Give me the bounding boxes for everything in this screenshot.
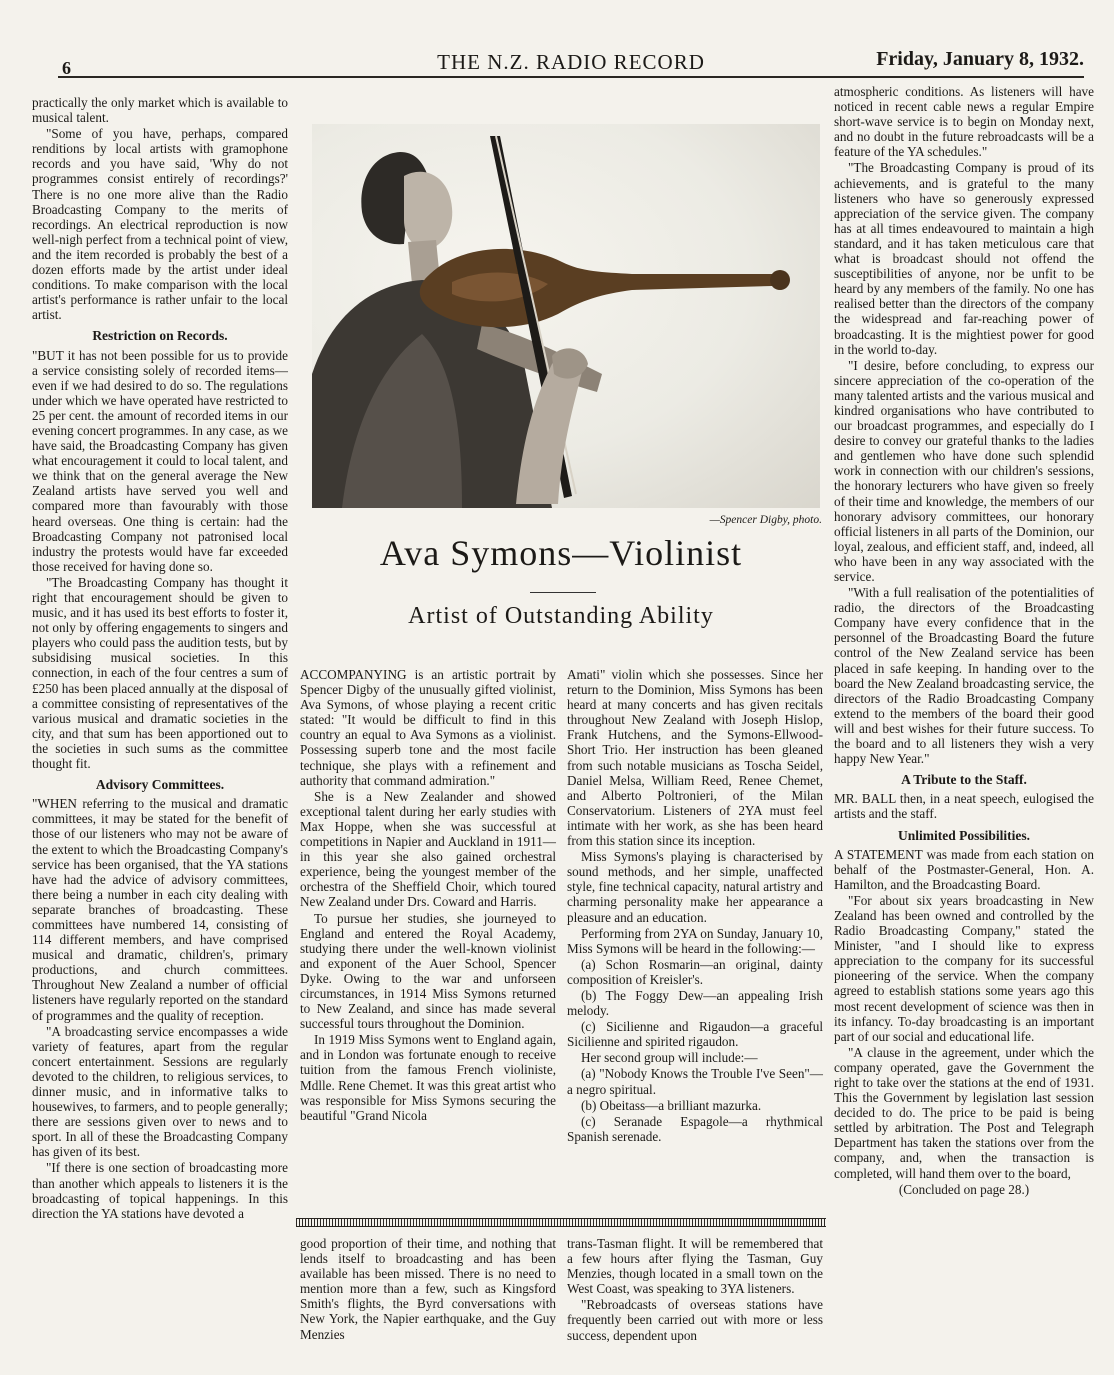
right-column	[834, 84, 1094, 1198]
article-subheadline: Artist of Outstanding Ability	[408, 603, 714, 629]
ornamental-divider	[296, 1218, 826, 1227]
list-item: (c) Sicilienne and Rigaudon—a graceful Sicilienne and spirited rigaudon.	[567, 1019, 823, 1050]
violinist-illustration	[312, 124, 820, 508]
paragraph: "A clause in the agreement, under which the company operated, gave the Government the right to take over the stations at the end of 1931. This the Government by legislation last session decided to do. The price to be paid is being settled by arbitration. The Post and Telegraph Department has taken the stations over from the company, and, when the transaction is completed, will hand them over to the board,	[834, 1044, 1094, 1181]
paragraph: "I desire, before concluding, to express our sincere appreciation of the co-operation of the many talented artists and the various musical and kindred organisations who have contributed to our broadcast programmes, and especially do I desire to convey our grateful thanks to the ladies and gentlemen who have done such splendid work in connection with our children's sessions, the honorary lecturers who have given so freely of their time and knowledge, the members of our honorary advisory committees, our honorary official listeners in all parts of the Dominion, our loyal, zealous, and efficient staff, and, indeed, all who have been in any way associated with the service.	[834, 357, 1094, 584]
section-heading: Restriction on Records.	[92, 328, 228, 344]
list-item: (c) Seranade Espagole—a rhythmical Spanish serenade.	[567, 1113, 823, 1144]
paragraph: "WHEN referring to the musical and dramatic committees, it may be stated for the benefit of those of our listeners who may not be aware of the extent to which the Broadcasting Company's service has been organised, that the YA stations have had the advice of advisory committees, there being a number in each city dealing with separate branches of broadcasting. These committees have numbered 14, consisting of 114 different members, and have comprised musical and dramatic, children's, primary productions, and church committees. Throughout New Zealand a number of official listeners have regularly reported on the standard of programmes and the quality of reception.	[32, 796, 288, 1023]
left-column	[32, 95, 288, 1222]
paragraph: atmospheric conditions. As listeners will have noticed in recent cable news a regular Empire short-wave service is to begin on Monday next, and no doubt in the future rebroadcasts will be a feature of the YA schedules."	[834, 84, 1094, 160]
paragraph: ACCOMPANYING is an artistic portrait by Spencer Digby of the unusually gifted violinist, Ava Symons, of whose playing a recent critic stated: "It would be difficult to find in this country an equal to Ava Symons as a violinist. Possessing superb tone and the most facile technique, she plays with a refinement and authority that command admiration."	[300, 667, 556, 788]
paragraph: "A broadcasting service encompasses a wide variety of features, apart from the regular concert entertainment. Sessions are regularly devoted to the children, to religious services, to dinner music, and in informative talks to housewives, to farmers, and to people generally; there are sessions given over to news and to sport. In all of these the Broadcasting Company has given of its best.	[32, 1023, 288, 1160]
paragraph: She is a New Zealander and showed exceptional talent during her early studies with Max Hoppe, when she was successful at competitions in Napier and Auckland in 1911—in this year she also gained orchestral experience, being the youngest member of the orchestra of the Sheffield Choir, which toured New Zealand under Drs. Coward and Harris.	[300, 788, 556, 910]
page-number: 6	[62, 58, 71, 78]
paragraph: "The Broadcasting Company is proud of its achievements, and is grateful to the many listeners who have so generously expressed appreciation of the service given. The company has at all times endeavoured to maintain a high standard, and it has taken meticulous care that what is broadcast should not offend the susceptibilities of anyone, nor be unfit to be heard by any members of the family. No one has realised better than the directors of the company the widespread and far-reaching power of broadcasting. It is the mightiest power for good in the world to-day.	[834, 160, 1094, 357]
violinist-photo	[312, 124, 820, 508]
bottom-column-2	[567, 1236, 823, 1344]
issue-date: Friday, January 8, 1932.	[876, 48, 1084, 70]
list-item: (a) "Nobody Knows the Trouble I've Seen"—a negro spiritual.	[567, 1066, 823, 1097]
paragraph: In 1919 Miss Symons went to England again, and in London was fortunate enough to receive tuition from the famous French violiniste, Mdlle. Rene Chemet. It was this great artist who was responsible for Miss Symons securing the beautiful "Grand Nicola	[300, 1032, 556, 1123]
list-item: (b) The Foggy Dew—an appealing Irish melody.	[567, 987, 823, 1019]
paragraph: good proportion of their time, and nothing that lends itself to broadcasting and has been available has been missed. There is no need to mention more than a few, such as Kingsford Smith's flights, the Byrd conversations with New York, the Napier earthquake, and the Guy Menzies	[300, 1236, 556, 1342]
paragraph: "Some of you have, perhaps, compared renditions by local artists with gramophone records and you have said, 'Why do not programmes consist entirely of recordings?' There is no one more alive than the Radio Broadcasting Company to the merits of recordings. An electrical reproduction is now well-nigh perfect from a technical point of view, and the item recorded is probably the best of a dozen efforts made by the artist under ideal conditions. To make comparison with the local artist's performance is rather unfair to the local artist.	[32, 126, 288, 323]
paragraph: "For about six years broadcasting in New Zealand has been owned and controlled by the Radio Broadcasting Company," stated the Minister, "and I should like to express appreciation to the company for its successful pioneering of the service. When the company agreed to establish stations some years ago this most recent development of science was then in its infancy. To-day broadcasting is an important part of our social and educational life.	[834, 892, 1094, 1044]
section-heading: Advisory Committees.	[95, 777, 225, 793]
paragraph: Amati" violin which she possesses. Since her return to the Dominion, Miss Symons has been heard at many concerts and has given recitals throughout New Zealand with Joseph Hislop, Frank Hutchens, and the Symons-Ellwood-Short Trio. Her instruction has been gleaned from such notable musicians as Toscha Seidel, Daniel Melsa, William Reed, Renee Chemet, and Alberto Poltronieri, of the Milan Conservatorium. Listeners of 2YA must feel intimate with her work, as she has been heard from this station since its inception.	[567, 667, 823, 849]
paragraph: Her second group will include:—	[581, 1050, 758, 1066]
paragraph: A STATEMENT was made from each station on behalf of the Postmaster-General, Hon. A. Hamilton, and the Broadcasting Board.	[834, 846, 1094, 892]
paragraph: To pursue her studies, she journeyed to England and entered the Royal Academy, studying there under the well-known violinist and exponent of the Auer School, Spencer Dyke. Owing to the war and unforseen circumstances, in 1914 Miss Symons returned to New Zealand, and since has made several successful tours throughout the Dominion.	[300, 910, 556, 1032]
paragraph: Performing from 2YA on Sunday, January 10, Miss Symons will be heard in the following:—	[567, 925, 823, 956]
bottom-column-1	[300, 1236, 556, 1343]
paragraph: "If there is one section of broadcasting more than another which appeals to listeners it is the broadcasting of topical happenings. In this direction the YA stations have devoted a	[32, 1160, 288, 1221]
section-heading: Unlimited Possibilities.	[897, 827, 1030, 843]
divider-rule	[530, 592, 596, 593]
list-item: (b) Obeitass—a brilliant mazurka.	[581, 1097, 762, 1113]
paragraph: "With a full realisation of the potentialities of radio, the directors of the Broadcasting Company have every confidence that in the personnel of the Broadcasting Board the future control of the New Zealand service has been placed in safe keeping. In handing over to the board the New Zealand broadcasting service, the directors of the Radio Broadcasting Company extend to the members of the board their good will and best wishes for their future success. To the board and to all listeners they wish a very happy New Year."	[834, 585, 1094, 767]
page-header	[58, 46, 1084, 78]
continuation-note: (Concluded on page 28.)	[898, 1181, 1030, 1197]
list-item: (a) Schon Rosmarin—an original, dainty composition of Kreisler's.	[567, 956, 823, 987]
article-column-a	[300, 667, 556, 1124]
section-heading: A Tribute to the Staff.	[901, 772, 1027, 788]
publication-title: THE N.Z. RADIO RECORD	[437, 50, 705, 74]
paragraph: MR. BALL then, in a neat speech, eulogised the artists and the staff.	[834, 791, 1094, 822]
paragraph: "The Broadcasting Company has thought it right that encouragement should be given to music, and it has used its best efforts to foster it, not only by offering engagements to singers and players who could pass the audition tests, but by subsidising musical societies. In this connection, in each of the four centres a sum of £250 has been placed annually at the disposal of a committee consisting of representatives of the various musical and dramatic societies in the city, and that sum has been apportioned out to the societies in such sums as the committee thought fit.	[32, 574, 288, 772]
article-headline: Ava Symons—Violinist	[379, 533, 743, 573]
paragraph: Miss Symons's playing is characterised by sound methods, and her simple, unaffected style, fine technical capacity, natural artistry and charming personality make her appearance a pleasure and an education.	[567, 849, 823, 925]
paragraph: "Rebroadcasts of overseas stations have frequently been carried out with more or less success, dependent upon	[567, 1297, 823, 1343]
paragraph: practically the only market which is available to musical talent.	[32, 95, 288, 126]
photo-credit: —Spencer Digby, photo.	[709, 514, 822, 526]
paragraph: trans-Tasman flight. It will be remembered that a few hours after flying the Tasman, Guy Menzies, though located in a small town on the West Coast, was speaking to 3YA listeners.	[567, 1236, 823, 1297]
paragraph: "BUT it has not been possible for us to provide a service consisting solely of recorded items—even if we had desired to do so. The regulations under which we have operated have restricted to 25 per cent. the amount of recorded items in our evening concert programmes. In any case, as we have said, the Broadcasting Company has given what encouragement it could to local talent, and we think that on the general average the New Zealand artists have served you well and compared more than favourably with those heard overseas. One thing is certain: had the Broadcasting Company not patronised local industry the protests would have far exceeded those received for having done so.	[32, 347, 288, 574]
article-column-b	[567, 667, 823, 1145]
